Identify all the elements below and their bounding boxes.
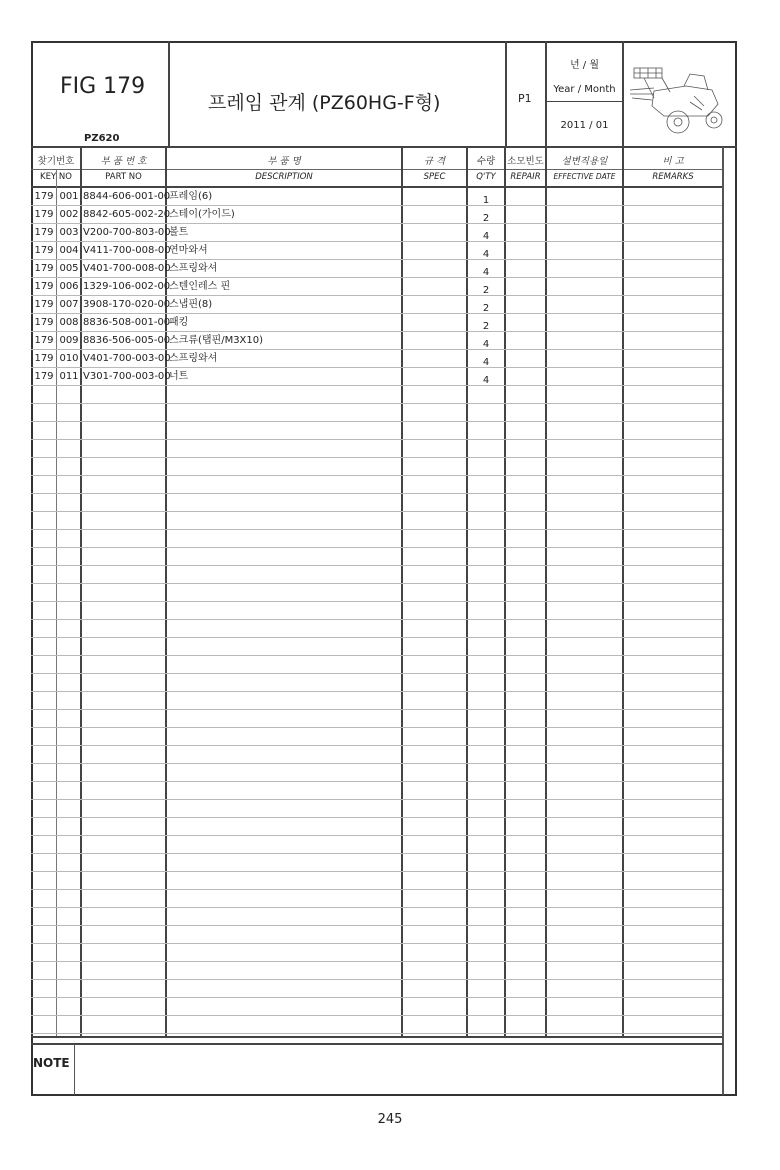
ruled-line [31,331,723,332]
row-fig-number: 179 [34,191,54,202]
row-key-number: 006 [59,281,79,292]
row-fig-number: 179 [34,299,54,310]
row-fig-number: 179 [34,353,54,364]
ruled-line [31,601,723,602]
col-header-key-korean: 찾기번호 [37,156,75,167]
ruled-line [31,835,723,836]
row-description: 연마와셔 [169,245,208,256]
col-rule-repair-eff [545,147,547,1037]
ruled-line [31,421,723,422]
page-code: P1 [518,92,532,105]
row-description: 볼트 [169,227,189,238]
transplanter-illustration [624,46,734,142]
col-header-repair-korean: 소모빈도 [507,156,544,167]
ruled-line [31,745,723,746]
date-box-rule [546,101,623,102]
row-quantity: 2 [482,285,490,296]
ruled-line [31,493,723,494]
ruled-line [31,763,723,764]
row-description: 스테이(가이드) [169,209,235,220]
note-top-rule [31,1043,723,1045]
year-month-english: Year / Month [553,84,616,95]
row-part-number: V411-700-008-00 [83,245,171,256]
col-header-remarks-korean: 비 고 [662,156,684,167]
row-part-number: V401-700-003-00 [83,353,171,364]
row-part-number: V301-700-003-00 [83,371,171,382]
row-description: 너트 [169,371,189,382]
table-bottom-rule [31,1036,723,1038]
row-fig-number: 179 [34,209,54,220]
ruled-line [31,205,723,206]
col-header-repair-english: REPAIR [510,172,541,182]
ruled-line [31,817,723,818]
header-bottom-rule [31,146,737,148]
row-description: 스냅핀(8) [169,299,213,310]
note-divider [74,1044,75,1095]
ruled-line [31,655,723,656]
ruled-line [31,439,723,440]
ruled-line [31,727,723,728]
row-fig-number: 179 [34,245,54,256]
ruled-line [31,367,723,368]
row-fig-number: 179 [34,371,54,382]
ruled-line [31,673,723,674]
ruled-line [31,1033,723,1034]
ruled-line [31,313,723,314]
row-description: 스크류(탭핀/M3X10) [169,335,264,346]
row-part-number: V401-700-008-00 [83,263,171,274]
ruled-line [31,583,723,584]
ruled-line [31,511,723,512]
row-key-number: 001 [59,191,79,202]
col-header-eff-english: EFFECTIVE DATE [553,172,616,181]
row-description: 프레임(6) [169,191,213,202]
fig-number: FIG 179 [60,74,146,99]
ruled-line [31,709,723,710]
ruled-line [31,403,723,404]
ruled-line [31,853,723,854]
row-quantity: 4 [482,267,490,278]
col-header-qty-korean: 수량 [476,156,496,167]
header-divider-title [505,41,507,147]
ruled-line [31,871,723,872]
ruled-line [31,691,723,692]
row-quantity: 1 [482,195,490,206]
row-quantity: 4 [482,231,490,242]
row-part-number: V200-700-803-00 [83,227,171,238]
ruled-line [31,799,723,800]
row-key-number: 008 [59,317,79,328]
row-fig-number: 179 [34,263,54,274]
row-key-number: 003 [59,227,79,238]
row-quantity: 2 [482,321,490,332]
row-description: 스프링와셔 [169,353,218,364]
ruled-line [31,547,723,548]
ruled-line [31,619,723,620]
col-header-key-english: KEY NO [40,172,72,182]
row-description: 패킹 [169,317,189,328]
row-key-number: 007 [59,299,79,310]
ruled-line [31,997,723,998]
row-key-number: 004 [59,245,79,256]
ruled-line [31,241,723,242]
col-rule-eff-remarks [622,147,624,1037]
col-header-part-english: PART NO [105,172,142,182]
row-part-number: 3908-170-020-00 [83,299,171,310]
row-part-number: 8842-605-002-20 [83,209,171,220]
col-header-part-korean: 부 품 번 호 [100,156,147,167]
year-month-value: 2011 / 01 [560,120,609,131]
row-quantity: 4 [482,357,490,368]
row-description: 스프링와셔 [169,263,218,274]
ruled-line [31,961,723,962]
ruled-line [31,637,723,638]
ruled-line [31,223,723,224]
row-fig-number: 179 [34,281,54,292]
ruled-line [31,565,723,566]
ruled-line [31,943,723,944]
row-fig-number: 179 [34,335,54,346]
row-part-number: 8844-606-001-00 [83,191,171,202]
col-header-spec-korean: 규 격 [423,156,446,167]
ruled-line [31,349,723,350]
col-header-desc-korean: 부 품 명 [267,156,301,167]
column-header-mid-rule [31,169,723,170]
row-key-number: 005 [59,263,79,274]
model-code: PZ620 [84,133,120,144]
col-header-spec-english: SPEC [423,172,446,182]
col-rule-spec-qty [466,147,468,1037]
row-quantity: 2 [482,303,490,314]
ruled-line [31,889,723,890]
row-quantity: 4 [482,375,490,386]
ruled-line [31,529,723,530]
col-header-desc-english: DESCRIPTION [255,172,313,182]
page-title: 프레임 관계 (PZ60HG-F형) [208,92,441,114]
col-header-eff-korean: 설변직용일 [561,156,608,167]
ruled-line [31,385,723,386]
ruled-line [31,457,723,458]
row-key-number: 009 [59,335,79,346]
row-description: 스텐인레스 핀 [169,281,231,292]
note-label: NOTE [33,1056,70,1070]
ruled-line [31,295,723,296]
row-part-number: 1329-106-002-00 [83,281,171,292]
row-quantity: 2 [482,213,490,224]
year-month-korean: 년 / 월 [569,60,600,71]
col-header-qty-english: Q'TY [476,172,496,182]
ruled-line [31,907,723,908]
col-rule-qty-repair [504,147,506,1037]
row-quantity: 4 [482,249,490,260]
ruled-line [31,979,723,980]
col-header-remarks-english: REMARKS [652,172,694,182]
row-fig-number: 179 [34,227,54,238]
ruled-line [31,277,723,278]
row-key-number: 011 [59,371,79,382]
ruled-line [31,259,723,260]
row-key-number: 002 [59,209,79,220]
row-quantity: 4 [482,339,490,350]
table-right-rule [722,147,724,1095]
ruled-line [31,925,723,926]
page-number: 245 [377,1112,403,1127]
row-part-number: 8836-506-005-00 [83,335,171,346]
ruled-line [31,475,723,476]
ruled-line [31,781,723,782]
row-key-number: 010 [59,353,79,364]
row-fig-number: 179 [34,317,54,328]
ruled-line [31,1015,723,1016]
header-divider-fig [168,41,170,147]
row-part-number: 8836-508-001-00 [83,317,171,328]
col-rule-desc-spec [401,147,403,1037]
column-header-bottom-rule [31,186,723,188]
